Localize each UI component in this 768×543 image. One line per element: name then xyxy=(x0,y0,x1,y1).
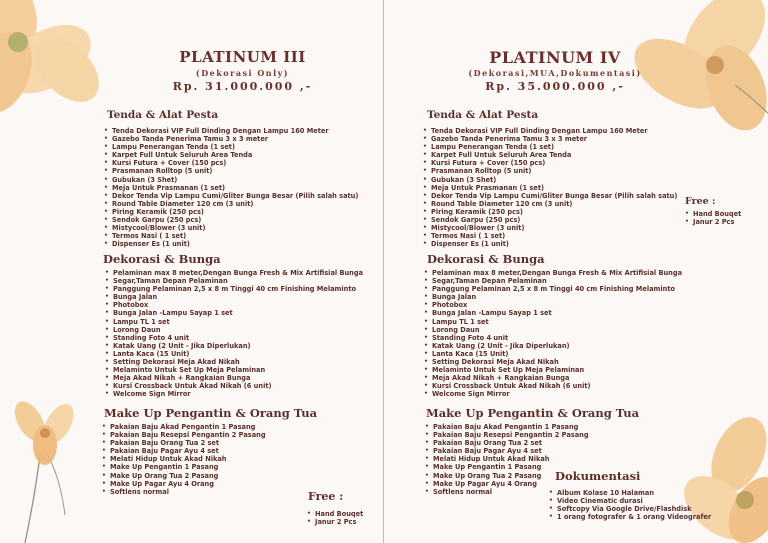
dekorasi-list xyxy=(103,269,363,399)
list-item: • Melaminto Untuk Set Up Meja Pelaminan xyxy=(432,366,682,374)
package-page-platinum-iv xyxy=(385,0,768,543)
list-item: • Gubukan (3 Shet) xyxy=(112,176,358,184)
list-item: • Make Up Pengantin 1 Pasang xyxy=(110,463,266,471)
dekorasi-list xyxy=(422,269,682,399)
list-item: • Softlens normal xyxy=(110,488,266,496)
list-item: • Pakaian Baju Resepsi Pengantin 2 Pasang xyxy=(110,431,266,439)
list-item: • Prasmanan Rolltop (5 unit) xyxy=(112,167,358,175)
list-item: • Lampu Penerangan Tenda (1 set) xyxy=(431,143,677,151)
section-title-dokumentasi: Dokumentasi xyxy=(555,469,641,483)
list-item: • Meja Akad Nikah + Rangkaian Bunga xyxy=(432,374,682,382)
list-item: • Karpet Full Untuk Seluruh Area Tenda xyxy=(431,151,677,159)
list-item: • Standing Foto 4 unit xyxy=(113,334,363,342)
list-item: • Piring Keramik (250 pcs) xyxy=(112,208,358,216)
package-subtitle: (Dekorasi Only) xyxy=(195,68,290,78)
list-item: • Tenda Dekorasi VIP Full Dinding Dengan Lampu 160 Meter xyxy=(112,127,358,135)
list-item: • Gubukan (3 Shet) xyxy=(431,176,677,184)
list-item: • Pakaian Baju Akad Pengantin 1 Pasang xyxy=(433,423,589,431)
list-item: • Melaminto Untuk Set Up Meja Pelaminan xyxy=(113,366,363,374)
list-item: • Pakaian Baju Pagar Ayu 4 set xyxy=(110,447,266,455)
flower-decoration-bottom-right xyxy=(675,415,768,543)
package-subtitle: (Dekorasi,MUA,Dokumentasi) xyxy=(468,68,642,78)
list-item: • Lampu TL 1 set xyxy=(432,318,682,326)
list-item: • Pakaian Baju Orang Tua 2 set xyxy=(433,439,589,447)
list-item: • Standing Foto 4 unit xyxy=(432,334,682,342)
list-item: • Termos Nasi ( 1 set) xyxy=(112,232,358,240)
list-item: • Lampu Penerangan Tenda (1 set) xyxy=(112,143,358,151)
package-price: Rp. 31.000.000 ,- xyxy=(172,80,313,93)
list-item: • Pakaian Baju Akad Pengantin 1 Pasang xyxy=(110,423,266,431)
list-item: • Setting Dekorasi Meja Akad Nikah xyxy=(432,358,682,366)
list-item: • Hand Bouqet xyxy=(315,510,363,518)
section-title-makeup: Make Up Pengantin & Orang Tua xyxy=(426,406,640,420)
list-item: • Pakaian Baju Pagar Ayu 4 set xyxy=(433,447,589,455)
section-title-tenda: Tenda & Alat Pesta xyxy=(427,109,539,121)
package-page-platinum-iii xyxy=(0,0,383,543)
list-item: • Kursi Crossback Untuk Akad Nikah (6 unit) xyxy=(113,382,363,390)
list-item: • Segar,Taman Depan Pelaminan xyxy=(113,277,363,285)
dokumentasi-list xyxy=(547,489,711,521)
list-item: • Gazebo Tanda Penerima Tamu 3 x 3 meter xyxy=(431,135,677,143)
package-price: Rp. 35.000.000 ,- xyxy=(485,80,625,93)
list-item: • Softlens normal xyxy=(433,488,589,496)
list-item: • Dispenser Es (1 unit) xyxy=(112,240,358,248)
package-title: PLATINUM IV xyxy=(489,48,621,67)
list-item: • Tenda Dekorasi VIP Full Dinding Dengan Lampu 160 Meter xyxy=(431,127,677,135)
list-item: • Make Up Orang Tua 2 Pasang xyxy=(433,472,589,480)
list-item: • Mistycool/Blower (3 unit) xyxy=(431,224,677,232)
free-title: Free : xyxy=(308,490,344,503)
list-item: • Kursi Futura + Cover (150 pcs) xyxy=(431,159,677,167)
list-item: • Bunga Jalan xyxy=(113,293,363,301)
list-item: • Bunga Jalan -Lampu Sayap 1 set xyxy=(432,309,682,317)
free-list xyxy=(683,210,741,226)
list-item: • Hand Bouqet xyxy=(693,210,741,218)
list-item: • Katak Uang (2 Unit - Jika Diperlukan) xyxy=(113,342,363,350)
list-item: • Panggung Pelaminan 2,5 x 8 m Tinggi 40 cm Finishing Melaminto xyxy=(432,285,682,293)
list-item: • Make Up Pagar Ayu 4 Orang xyxy=(110,480,266,488)
list-item: • Janur 2 Pcs xyxy=(315,518,363,526)
section-title-tenda: Tenda & Alat Pesta xyxy=(107,109,219,121)
list-item: • Lorong Daun xyxy=(113,326,363,334)
list-item: • Setting Dekorasi Meja Akad Nikah xyxy=(113,358,363,366)
list-item: • Melati Hidup Untuk Akad Nikah xyxy=(110,455,266,463)
list-item: • Janur 2 Pcs xyxy=(693,218,741,226)
list-item: • Pelaminan max 8 meter,Dengan Bunga Fresh & Mix Artifisial Bunga xyxy=(113,269,363,277)
list-item: • Album Kolase 10 Halaman xyxy=(557,489,711,497)
list-item: • Make Up Pengantin 1 Pasang xyxy=(433,463,589,471)
list-item: • Bunga Jalan -Lampu Sayap 1 set xyxy=(113,309,363,317)
tenda-list xyxy=(102,127,358,248)
list-item: • Dispenser Es (1 unit) xyxy=(431,240,677,248)
list-item: • Piring Keramik (250 pcs) xyxy=(431,208,677,216)
section-title-dekorasi: Dekorasi & Bunga xyxy=(427,252,545,266)
list-item: • Photobox xyxy=(113,301,363,309)
list-item: • Kursi Futura + Cover (150 pcs) xyxy=(112,159,358,167)
list-item: • Meja Untuk Prasmanan (1 set) xyxy=(431,184,677,192)
list-item: • Pelaminan max 8 meter,Dengan Bunga Fresh & Mix Artifisial Bunga xyxy=(432,269,682,277)
free-title: Free : xyxy=(685,196,716,207)
list-item: • Meja Untuk Prasmanan (1 set) xyxy=(112,184,358,192)
list-item: • Make Up Orang Tua 2 Pasang xyxy=(110,472,266,480)
list-item: • Termos Nasi ( 1 set) xyxy=(431,232,677,240)
flower-decoration-bottom-left xyxy=(5,395,95,543)
list-item: • Dekor Tenda Vip Lampu Cumi/Gliter Bunga Besar (Pilih salah satu) xyxy=(112,192,358,200)
list-item: • Bunga Jalan xyxy=(432,293,682,301)
free-list xyxy=(305,510,363,526)
list-item: • Sendok Garpu (250 pcs) xyxy=(431,216,677,224)
makeup-list xyxy=(423,423,589,496)
list-item: • Katak Uang (2 Unit - Jika Diperlukan) xyxy=(432,342,682,350)
list-item: • Softcopy Via Google Drive/Flashdisk xyxy=(557,505,711,513)
list-item: • Video Cinematic durasi xyxy=(557,497,711,505)
list-item: • Lampu TL 1 set xyxy=(113,318,363,326)
list-item: • Segar,Taman Depan Pelaminan xyxy=(432,277,682,285)
list-item: • Lorong Daun xyxy=(432,326,682,334)
list-item: • Dekor Tenda Vip Lampu Cumi/Gliter Bunga Besar (Pilih salah satu) xyxy=(431,192,677,200)
list-item: • Meja Akad Nikah + Rangkaian Bunga xyxy=(113,374,363,382)
list-item: • Sendok Garpu (250 pcs) xyxy=(112,216,358,224)
list-item: • Make Up Pagar Ayu 4 Orang xyxy=(433,480,589,488)
list-item: • Gazebo Tanda Penerima Tamu 3 x 3 meter xyxy=(112,135,358,143)
section-title-dekorasi: Dekorasi & Bunga xyxy=(103,252,221,266)
list-item: • Lanta Kaca (15 Unit) xyxy=(113,350,363,358)
makeup-list xyxy=(100,423,266,496)
section-title-makeup: Make Up Pengantin & Orang Tua xyxy=(104,406,318,420)
package-title: PLATINUM III xyxy=(179,48,306,66)
list-item: • Panggung Pelaminan 2,5 x 8 m Tinggi 40 cm Finishing Melaminto xyxy=(113,285,363,293)
list-item: • Mistycool/Blower (3 unit) xyxy=(112,224,358,232)
list-item: • Photobox xyxy=(432,301,682,309)
list-item: • Pakaian Baju Orang Tua 2 set xyxy=(110,439,266,447)
list-item: • Welcome Sign Mirror xyxy=(113,390,363,398)
list-item: • Round Table Diameter 120 cm (3 unit) xyxy=(112,200,358,208)
list-item: • Kursi Crossback Untuk Akad Nikah (6 unit) xyxy=(432,382,682,390)
list-item: • Prasmanan Rolltop (5 unit) xyxy=(431,167,677,175)
tenda-list xyxy=(421,127,677,248)
list-item: • Pakaian Baju Resepsi Pengantin 2 Pasang xyxy=(433,431,589,439)
list-item: • Karpet Full Untuk Seluruh Area Tenda xyxy=(112,151,358,159)
list-item: • Welcome Sign Mirror xyxy=(432,390,682,398)
list-item: • Lanta Kaca (15 Unit) xyxy=(432,350,682,358)
list-item: • Melati Hidup Untuk Akad Nikah xyxy=(433,455,589,463)
page-divider xyxy=(383,0,384,543)
list-item: • Round Table Diameter 120 cm (3 unit) xyxy=(431,200,677,208)
list-item: • 1 orang fotografer & 1 orang Videografer xyxy=(557,513,711,521)
